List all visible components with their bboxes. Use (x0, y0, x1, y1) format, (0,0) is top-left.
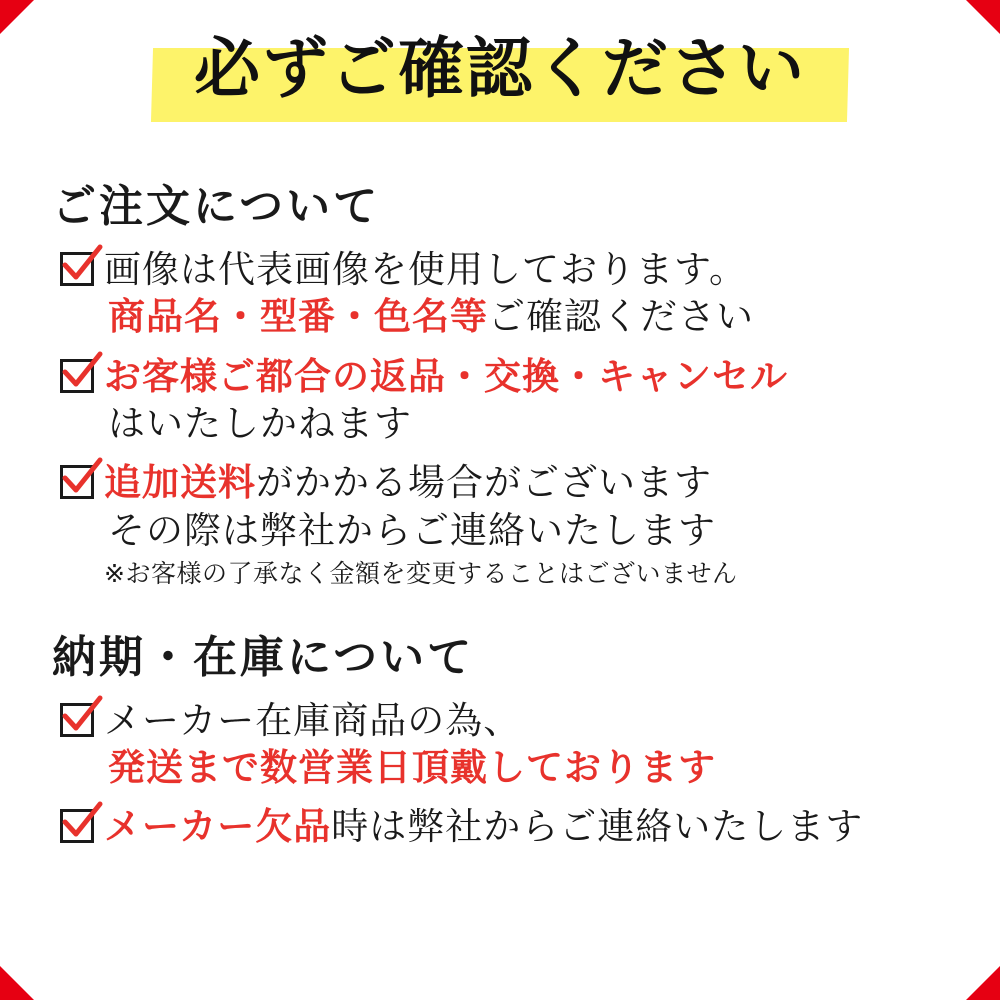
list-item-text (104, 803, 958, 850)
section-heading-orders: ご注文について (52, 181, 381, 232)
list-item-text (104, 246, 958, 341)
page-title-wrap (42, 0, 958, 146)
section-orders (42, 170, 958, 591)
text-line (104, 353, 958, 400)
corner-accent-top-left (0, 0, 34, 34)
text-black: メーカー在庫商品の為、 (104, 698, 522, 742)
checkbox-icon (60, 252, 94, 286)
list-item-text (104, 459, 958, 590)
text-line (104, 744, 958, 791)
corner-accent-top-right (966, 0, 1000, 34)
text-red: 商品名・型番・色名等 (108, 295, 488, 339)
text-red: 発送まで数営業日頂戴しております (108, 746, 716, 790)
checkbox-icon (60, 703, 94, 737)
page-title: 必ずご確認ください (194, 30, 806, 107)
text-line (104, 293, 958, 340)
text-black: 画像は代表画像を使用しております。 (104, 248, 748, 291)
checkbox-icon (60, 809, 94, 843)
text-line (104, 246, 958, 293)
text-line (104, 697, 958, 744)
text-line (104, 507, 958, 554)
corner-accent-bottom-right (966, 966, 1000, 1000)
text-red: お客様ご都合の返品・交換・キャンセル (104, 354, 788, 398)
text-black: がかかる場合がございます (256, 461, 712, 505)
text-black: 時は弊社からご連絡いたします (331, 805, 864, 849)
text-line (104, 803, 958, 850)
list-item (60, 246, 958, 341)
corner-accent-bottom-left (0, 966, 34, 1000)
list-item-text (104, 697, 958, 792)
footnote: ※お客様の了承なく金額を変更することはございません (104, 559, 738, 589)
text-line (104, 459, 958, 506)
text-black: ご確認ください (488, 295, 754, 339)
text-black: はいたしかねます (108, 402, 412, 446)
checkbox-icon (60, 359, 94, 393)
section-delivery-stock (42, 621, 958, 851)
list-item (60, 803, 958, 850)
list-item (60, 697, 958, 792)
list-item (60, 353, 958, 448)
list-item (60, 459, 958, 590)
text-line (104, 400, 958, 447)
section-heading-delivery-stock: 納期・在庫について (52, 631, 475, 683)
list-item-text (104, 353, 958, 448)
text-red: メーカー欠品 (104, 805, 332, 849)
text-red: 追加送料 (104, 461, 256, 505)
checkbox-icon (60, 465, 94, 499)
text-black: その際は弊社からご連絡いたします (108, 508, 716, 552)
